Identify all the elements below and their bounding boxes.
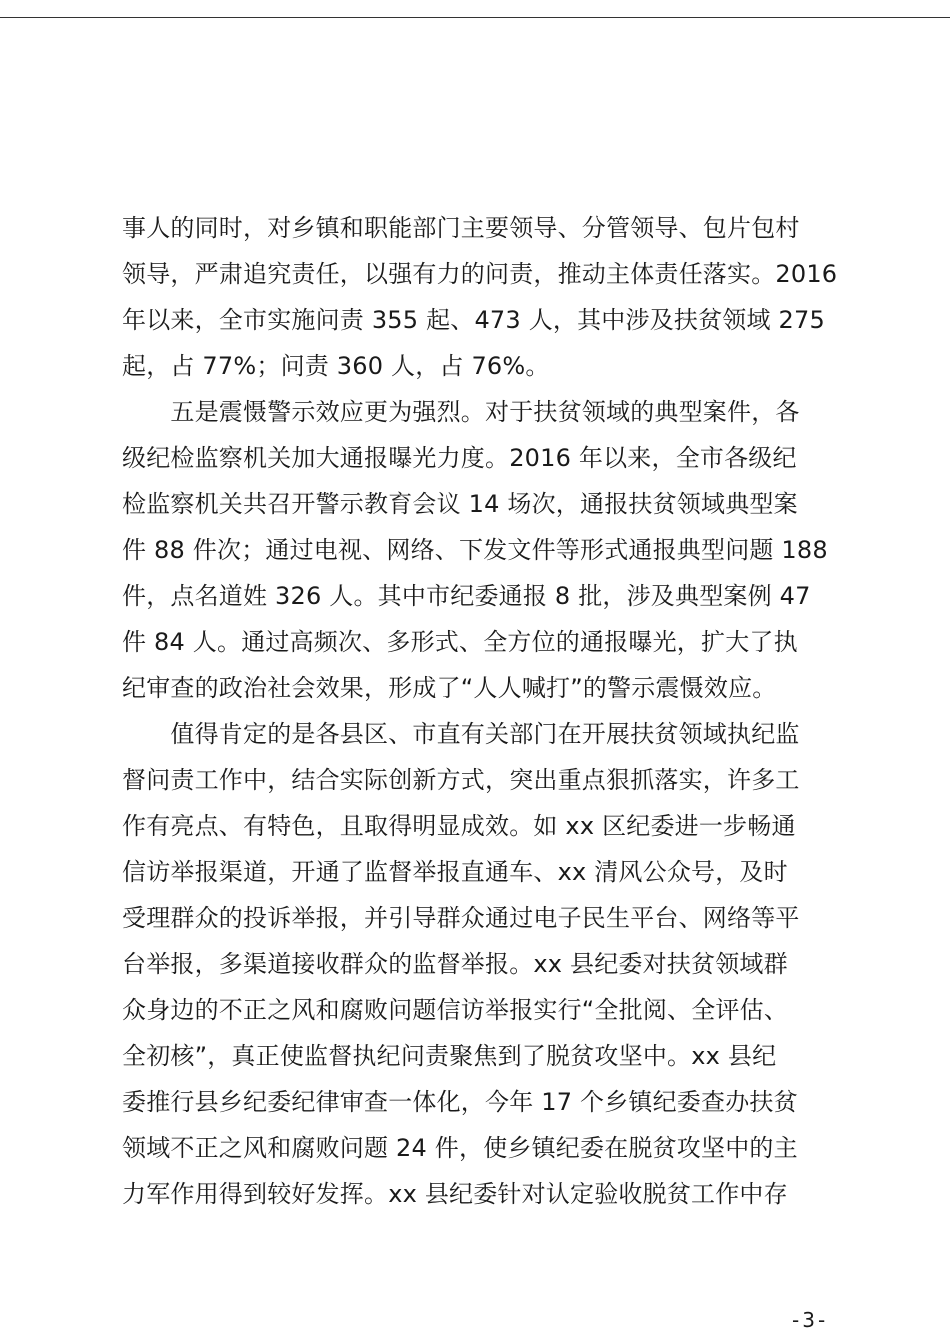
text-line: 力军作用得到较好发挥。xx 县纪委针对认定验收脱贫工作中存 (122, 1180, 788, 1208)
text-line: 事人的同时，对乡镇和职能部门主要领导、分管领导、包片包村 (122, 214, 800, 242)
text-line: 委推行县乡纪委纪律审查一体化，今年 17 个乡镇纪委查办扶贫 (122, 1088, 798, 1116)
text-line: 年以来，全市实施问责 355 起、473 人，其中涉及扶贫领域 275 (122, 306, 825, 334)
text-line: 众身边的不正之风和腐败问题信访举报实行“全批阅、全评估、 (122, 996, 789, 1024)
text-line: 全初核”，真正使监督执纪问责聚焦到了脱贫攻坚中。xx 县纪 (122, 1042, 777, 1070)
text-line: 领域不正之风和腐败问题 24 件，使乡镇纪委在脱贫攻坚中的主 (122, 1134, 798, 1162)
text-line: 件 88 件次；通过电视、网络、下发文件等形式通报典型问题 188 (122, 536, 828, 564)
page-number: -3- (792, 1308, 829, 1332)
text-line: 值得肯定的是各县区、市直有关部门在开展扶贫领域执纪监 (122, 720, 800, 748)
text-line: 件 84 人。通过高频次、多形式、全方位的通报曝光，扩大了执 (122, 628, 798, 656)
text-line: 作有亮点、有特色，且取得明显成效。如 xx 区纪委进一步畅通 (122, 812, 796, 840)
text-line: 五是震慑警示效应更为强烈。对于扶贫领域的典型案件，各 (122, 398, 800, 426)
text-line: 纪审查的政治社会效果，形成了“人人喊打”的警示震慑效应。 (122, 674, 777, 702)
text-line: 受理群众的投诉举报，并引导群众通过电子民生平台、网络等平 (122, 904, 800, 932)
text-line: 信访举报渠道，开通了监督举报直通车、xx 清风公众号，及时 (122, 858, 788, 886)
text-line: 检监察机关共召开警示教育会议 14 场次，通报扶贫领域典型案 (122, 490, 798, 518)
header-rule (0, 17, 950, 18)
body-text (122, 205, 858, 1217)
text-line: 起，占 77%；问责 360 人，占 76%。 (122, 352, 550, 380)
text-line: 督问责工作中，结合实际创新方式，突出重点狠抓落实，许多工 (122, 766, 800, 794)
text-line: 台举报，多渠道接收群众的监督举报。xx 县纪委对扶贫领域群 (122, 950, 788, 978)
text-line: 件，点名道姓 326 人。其中市纪委通报 8 批，涉及典型案例 47 (122, 582, 811, 610)
text-line: 领导，严肃追究责任，以强有力的问责，推动主体责任落实。2016 (122, 260, 838, 288)
text-line: 级纪检监察机关加大通报曝光力度。2016 年以来，全市各级纪 (122, 444, 797, 472)
